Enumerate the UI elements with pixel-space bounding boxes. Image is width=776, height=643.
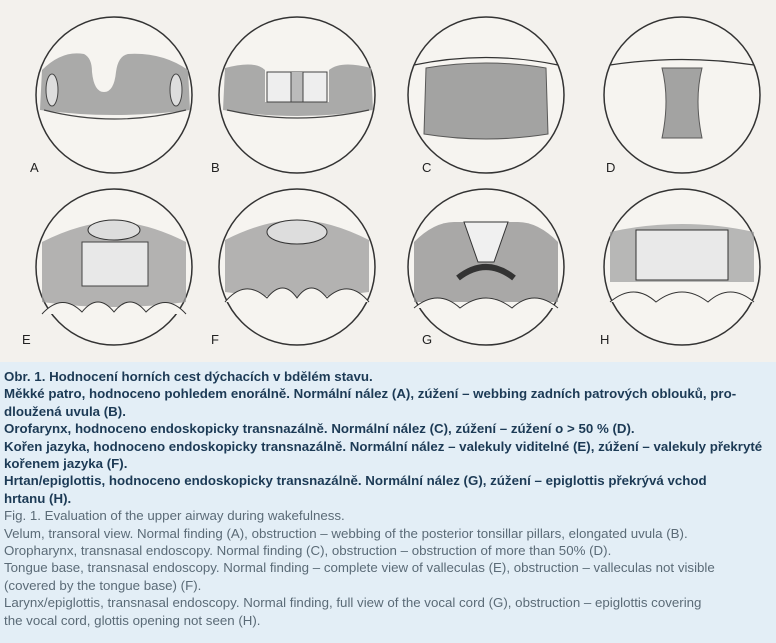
panel-f-drawing [205,182,385,352]
panel-c-drawing [394,10,574,180]
panel-b-drawing [205,10,385,180]
caption-cz-line: Hrtan/epiglottis, hodnoceno endoskopicky transnazálně. Normální nález (G), zúžení – epiglottis překrývá vchod [4,473,707,489]
figure-caption [4,368,774,629]
panel-b-label: B [211,160,220,175]
panel-g [394,182,574,352]
caption-cz-line: kořenem jazyka (F). [4,456,128,472]
caption-cz-line: Kořen jazyka, hodnoceno endoskopicky transnazálně. Normální nález – valekuly viditelné (E), zúžení – valekuly překryté [4,438,763,454]
panel-b [205,10,385,180]
caption-cz-line: Měkké patro, hodnoceno pohledem enorálně. Normální nález (A), zúžení – webbing zadních patrových oblouků, pro- [4,386,737,402]
panel-c-label: C [422,160,432,175]
panel-f-label: F [211,332,219,347]
panel-a [22,10,202,180]
caption-cz-title: Obr. 1. Hodnocení horních cest dýchacích v bdělém stavu. [4,369,373,384]
caption-en-line: Tongue base, transnasal endoscopy. Normal finding – complete view of valleculas (E), obstruction – valleculas not visible [4,560,715,576]
panel-e [22,182,202,352]
caption-en-line: Oropharynx, transnasal endoscopy. Normal finding (C), obstruction – obstruction of more than 50% (D). [4,543,612,559]
caption-cz-line: dloužená uvula (B). [4,403,126,419]
caption-en-line: Larynx/epiglottis, transnasal endoscopy. Normal finding, full view of the vocal cord (G), obstruction – epiglottis covering [4,595,702,611]
caption-en-line: Velum, transoral view. Normal finding (A), obstruction – webbing of the posterior tonsillar pillars, elongated uvula (B). [4,525,688,541]
panel-a-label: A [30,160,39,175]
panel-h-drawing [590,182,770,352]
panel-h [590,182,770,352]
panel-e-label: E [22,332,31,347]
caption-cz-line: Orofarynx, hodnoceno endoskopicky transnazálně. Normální nález (C), zúžení – zúžení o > 50 % (D). [4,421,635,437]
caption-en-line: the vocal cord, glottis opening not seen (H). [4,612,261,628]
panel-e-drawing [22,182,202,352]
panel-d-label: D [606,160,616,175]
caption-en-title: Fig. 1. Evaluation of the upper airway during wakefulness. [4,508,345,524]
panel-g-label: G [422,332,433,347]
panel-d [590,10,770,180]
panel-d-drawing [590,10,770,180]
panel-h-label: H [600,332,610,347]
panel-a-drawing [22,10,202,180]
panel-c [394,10,574,180]
caption-en-line: (covered by the tongue base) (F). [4,577,202,593]
panel-g-drawing [394,182,574,352]
panel-f [205,182,385,352]
caption-cz-line: hrtanu (H). [4,490,72,506]
